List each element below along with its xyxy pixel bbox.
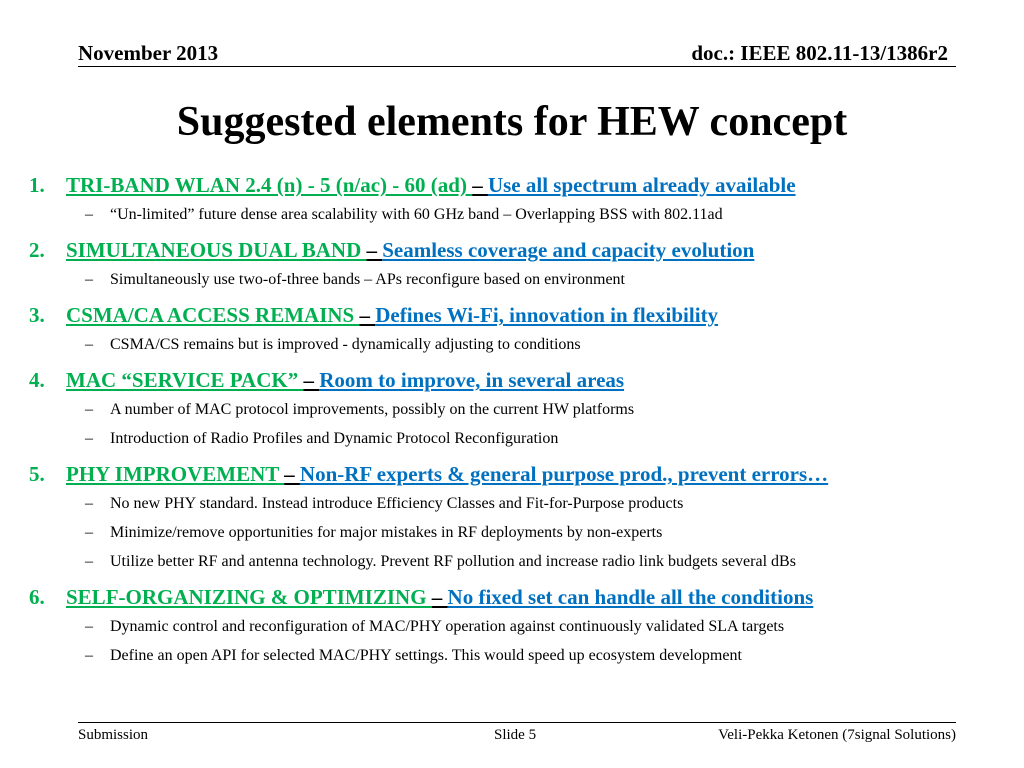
sub-item-text: “Un-limited” future dense area scalability with 60 GHz band – Overlapping BSS with 802.11ad xyxy=(110,206,723,223)
sub-item-text: No new PHY standard. Instead introduce Efficiency Classes and Fit-for-Purpose products xyxy=(110,495,684,512)
item-number: 1. xyxy=(29,173,45,197)
item-topic: PHY IMPROVEMENT xyxy=(66,462,285,486)
footer-author: Veli-Pekka Ketonen (7signal Solutions) xyxy=(718,727,956,743)
item-heading xyxy=(66,170,796,200)
sub-item-text: Introduction of Radio Profiles and Dynamic Protocol Reconfiguration xyxy=(110,430,559,447)
item-heading xyxy=(66,235,754,265)
list-item xyxy=(29,170,1009,200)
list-item xyxy=(29,300,1009,330)
sub-item-text: Minimize/remove opportunities for major mistakes in RF deployments by non-experts xyxy=(110,524,663,541)
item-topic: SELF-ORGANIZING & OPTIMIZING xyxy=(66,585,432,609)
item-topic: TRI-BAND WLAN 2.4 (n) - 5 (n/ac) - 60 (ad) xyxy=(66,173,473,197)
slide-title: Suggested elements for HEW concept xyxy=(176,99,848,145)
item-heading xyxy=(66,300,718,330)
sub-item xyxy=(29,518,1009,547)
footer-submission: Submission xyxy=(78,727,149,743)
list-item xyxy=(29,235,1009,265)
header-date: November 2013 xyxy=(78,41,219,65)
sub-item-text: Define an open API for selected MAC/PHY settings. This would speed up ecosystem development xyxy=(110,647,742,664)
sub-item-text: A number of MAC protocol improvements, possibly on the current HW platforms xyxy=(110,401,635,418)
sub-item-text: Dynamic control and reconfiguration of MAC/PHY operation against continuously validated SLA targets xyxy=(110,618,785,635)
sub-bullet-dash: – xyxy=(85,495,93,512)
sub-item xyxy=(29,424,1009,453)
item-description: Non-RF experts & general purpose prod., prevent errors… xyxy=(299,462,829,486)
item-description: Defines Wi-Fi, innovation in flexibility xyxy=(375,303,719,327)
sub-bullet-dash: – xyxy=(85,647,93,664)
item-topic: MAC “SERVICE PACK” xyxy=(66,368,304,392)
item-topic: CSMA/CA ACCESS REMAINS xyxy=(66,303,360,327)
sub-item xyxy=(29,547,1009,576)
item-separator: – xyxy=(303,368,320,392)
sub-item xyxy=(29,200,1009,229)
item-separator: – xyxy=(284,462,300,486)
sub-bullet-dash: – xyxy=(85,271,93,288)
header-doc-id: doc.: IEEE 802.11-13/1386r2 xyxy=(691,41,948,65)
item-topic: SIMULTANEOUS DUAL BAND xyxy=(66,238,367,262)
sub-item-text: Utilize better RF and antenna technology. Prevent RF pollution and increase radio link budgets several dBs xyxy=(110,553,796,570)
sub-item xyxy=(29,489,1009,518)
item-description: Room to improve, in several areas xyxy=(319,368,625,392)
item-heading xyxy=(66,582,813,612)
item-description: Use all spectrum already available xyxy=(487,173,796,197)
item-heading xyxy=(66,365,624,395)
sub-item xyxy=(29,395,1009,424)
footer-divider xyxy=(78,722,956,723)
item-separator: – xyxy=(431,585,448,609)
item-separator: – xyxy=(366,238,383,262)
item-description: No fixed set can handle all the conditions xyxy=(447,585,814,609)
sub-item-text: CSMA/CS remains but is improved - dynamically adjusting to conditions xyxy=(110,336,581,353)
sub-item xyxy=(29,265,1009,294)
item-separator: – xyxy=(472,173,488,197)
sub-bullet-dash: – xyxy=(85,618,93,635)
sub-item xyxy=(29,612,1009,641)
list-item xyxy=(29,365,1009,395)
sub-item xyxy=(29,641,1009,670)
header-divider xyxy=(78,66,956,67)
footer-slide-number: Slide 5 xyxy=(494,727,537,743)
item-number: 2. xyxy=(29,238,45,262)
sub-bullet-dash: – xyxy=(85,336,93,353)
item-number: 6. xyxy=(29,585,45,609)
sub-item-text: Simultaneously use two-of-three bands – APs reconfigure based on environment xyxy=(110,271,625,288)
sub-bullet-dash: – xyxy=(85,524,93,541)
list-item xyxy=(29,582,1009,612)
bullet-list xyxy=(29,170,1009,670)
list-item xyxy=(29,459,1009,489)
sub-bullet-dash: – xyxy=(85,430,93,447)
item-number: 5. xyxy=(29,462,45,486)
sub-bullet-dash: – xyxy=(85,401,93,418)
item-separator: – xyxy=(359,303,376,327)
sub-bullet-dash: – xyxy=(85,553,93,570)
item-heading xyxy=(66,459,828,489)
item-description: Seamless coverage and capacity evolution xyxy=(382,238,755,262)
sub-item xyxy=(29,330,1009,359)
sub-bullet-dash: – xyxy=(85,206,93,223)
item-number: 4. xyxy=(29,368,45,392)
item-number: 3. xyxy=(29,303,45,327)
